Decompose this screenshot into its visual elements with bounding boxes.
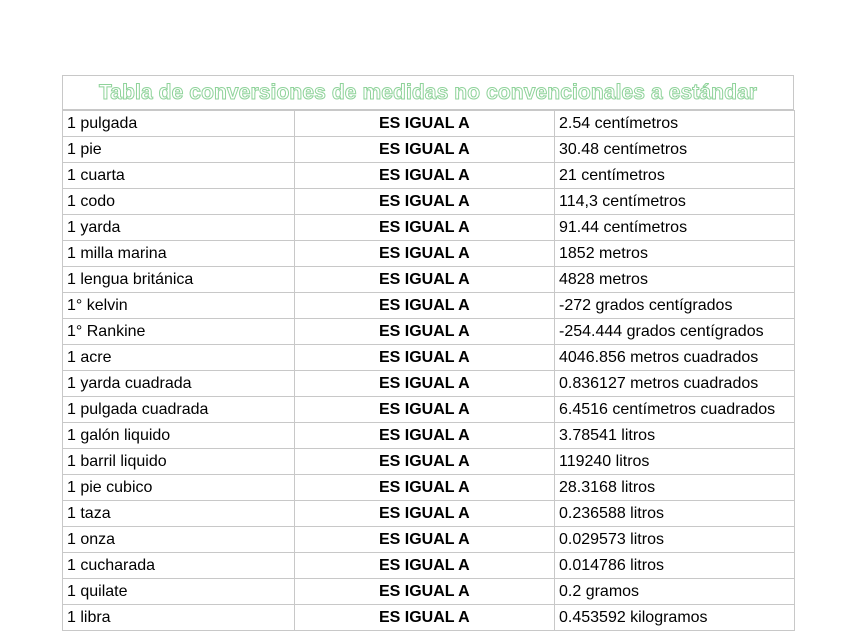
title-row <box>62 76 794 110</box>
unit-cell[interactable]: 1 pie cubico <box>63 475 295 501</box>
table-row <box>63 579 795 605</box>
unit-cell[interactable]: 1 codo <box>63 189 295 215</box>
unit-cell[interactable]: 1° kelvin <box>63 293 295 319</box>
equivalent-cell[interactable]: 0.029573 litros <box>555 527 795 553</box>
unit-cell[interactable]: 1 pulgada <box>63 111 295 137</box>
conversion-sheet <box>62 75 794 631</box>
table-row <box>63 501 795 527</box>
unit-cell[interactable]: 1 barril liquido <box>63 449 295 475</box>
table-row <box>63 189 795 215</box>
table-row <box>63 319 795 345</box>
equivalent-cell[interactable]: 28.3168 litros <box>555 475 795 501</box>
equivalent-cell[interactable]: 3.78541 litros <box>555 423 795 449</box>
unit-cell[interactable]: 1 pie <box>63 137 295 163</box>
unit-cell[interactable]: 1° Rankine <box>63 319 295 345</box>
unit-cell[interactable]: 1 cucharada <box>63 553 295 579</box>
equivalent-cell[interactable]: -254.444 grados centígrados <box>555 319 795 345</box>
relation-cell[interactable]: ES IGUAL A <box>295 163 555 189</box>
relation-cell[interactable]: ES IGUAL A <box>295 423 555 449</box>
table-row <box>63 397 795 423</box>
relation-cell[interactable]: ES IGUAL A <box>295 371 555 397</box>
unit-cell[interactable]: 1 libra <box>63 605 295 631</box>
table-row <box>63 241 795 267</box>
table-row <box>63 163 795 189</box>
unit-cell[interactable]: 1 galón liquido <box>63 423 295 449</box>
equivalent-cell[interactable]: 0.836127 metros cuadrados <box>555 371 795 397</box>
unit-cell[interactable]: 1 cuarta <box>63 163 295 189</box>
relation-cell[interactable]: ES IGUAL A <box>295 189 555 215</box>
unit-cell[interactable]: 1 onza <box>63 527 295 553</box>
equivalent-cell[interactable]: 0.453592 kilogramos <box>555 605 795 631</box>
table-row <box>63 371 795 397</box>
table-row <box>63 345 795 371</box>
unit-cell[interactable]: 1 yarda cuadrada <box>63 371 295 397</box>
equivalent-cell[interactable]: 119240 litros <box>555 449 795 475</box>
unit-cell[interactable]: 1 milla marina <box>63 241 295 267</box>
unit-cell[interactable]: 1 taza <box>63 501 295 527</box>
equivalent-cell[interactable]: -272 grados centígrados <box>555 293 795 319</box>
unit-cell[interactable]: 1 pulgada cuadrada <box>63 397 295 423</box>
equivalent-cell[interactable]: 30.48 centímetros <box>555 137 795 163</box>
table-row <box>63 605 795 631</box>
relation-cell[interactable]: ES IGUAL A <box>295 449 555 475</box>
relation-cell[interactable]: ES IGUAL A <box>295 475 555 501</box>
equivalent-cell[interactable]: 0.2 gramos <box>555 579 795 605</box>
equivalent-cell[interactable]: 4828 metros <box>555 267 795 293</box>
equivalent-cell[interactable]: 6.4516 centímetros cuadrados <box>555 397 795 423</box>
relation-cell[interactable]: ES IGUAL A <box>295 345 555 371</box>
table-row <box>63 111 795 137</box>
relation-cell[interactable]: ES IGUAL A <box>295 137 555 163</box>
table-row <box>63 553 795 579</box>
table-row <box>63 267 795 293</box>
table-row <box>63 423 795 449</box>
table-row <box>63 137 795 163</box>
table-row <box>63 215 795 241</box>
relation-cell[interactable]: ES IGUAL A <box>295 215 555 241</box>
conversion-table-body <box>63 111 795 631</box>
table-row <box>63 475 795 501</box>
table-title: Tabla de conversiones de medidas no convencionales a estándar <box>98 81 758 104</box>
equivalent-cell[interactable]: 4046.856 metros cuadrados <box>555 345 795 371</box>
equivalent-cell[interactable]: 1852 metros <box>555 241 795 267</box>
unit-cell[interactable]: 1 yarda <box>63 215 295 241</box>
unit-cell[interactable]: 1 quilate <box>63 579 295 605</box>
relation-cell[interactable]: ES IGUAL A <box>295 319 555 345</box>
table-row <box>63 527 795 553</box>
equivalent-cell[interactable]: 0.236588 litros <box>555 501 795 527</box>
unit-cell[interactable]: 1 lengua británica <box>63 267 295 293</box>
equivalent-cell[interactable]: 21 centímetros <box>555 163 795 189</box>
relation-cell[interactable]: ES IGUAL A <box>295 579 555 605</box>
relation-cell[interactable]: ES IGUAL A <box>295 397 555 423</box>
relation-cell[interactable]: ES IGUAL A <box>295 241 555 267</box>
relation-cell[interactable]: ES IGUAL A <box>295 267 555 293</box>
relation-cell[interactable]: ES IGUAL A <box>295 605 555 631</box>
relation-cell[interactable]: ES IGUAL A <box>295 553 555 579</box>
relation-cell[interactable]: ES IGUAL A <box>295 527 555 553</box>
conversion-table <box>62 110 795 631</box>
equivalent-cell[interactable]: 0.014786 litros <box>555 553 795 579</box>
equivalent-cell[interactable]: 91.44 centímetros <box>555 215 795 241</box>
relation-cell[interactable]: ES IGUAL A <box>295 501 555 527</box>
table-row <box>63 449 795 475</box>
equivalent-cell[interactable]: 114,3 centímetros <box>555 189 795 215</box>
equivalent-cell[interactable]: 2.54 centímetros <box>555 111 795 137</box>
table-row <box>63 293 795 319</box>
relation-cell[interactable]: ES IGUAL A <box>295 111 555 137</box>
relation-cell[interactable]: ES IGUAL A <box>295 293 555 319</box>
unit-cell[interactable]: 1 acre <box>63 345 295 371</box>
